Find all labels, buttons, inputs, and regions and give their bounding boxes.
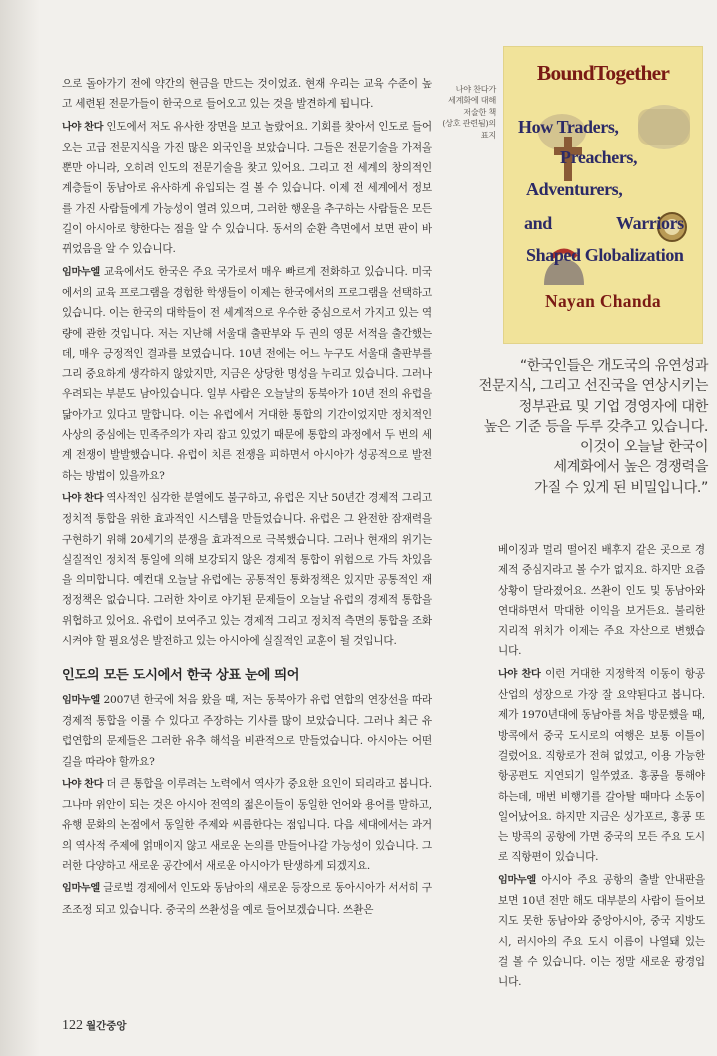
speaker-name: 나야 찬다 <box>62 778 104 790</box>
paragraph <box>62 262 432 486</box>
speaker-name: 임마누엘 <box>498 874 536 886</box>
speaker-name: 임마누엘 <box>62 883 100 895</box>
paragraph-text: 역사적인 심각한 분열에도 불구하고, 유럽은 지난 50년간 경제적 그리고 정치적 통합을 위한 효과적인 시스템을 만들었습니다. 유럽은 그 완전한 잠재력을 구현하기 위해 20세기의 분쟁을 효과적으로 극복했습니다. 그러나 현재의 위기는 실질적인 정치적 통일에 의해 보강되지 않은 경제적 통합이 위험으로 가득 차있음을 의미합니다. 예컨대 오늘날 유럽에는 공통적인 통화정책은 있지만 공통적인 재정정책은 없습니다. 그러한 차이로 야기된 문제들이 오늘날 유럽의 경제적 통합을 위협하고 있어요. 유럽이 보여주고 있는 경제적 그리고 정치적 측면의 통합을 조화시켜야 할 필요성은 발전하고 있는 아시아에 실질적인 교훈이 될 것입니다. <box>62 491 432 648</box>
speaker-name: 나야 찬다 <box>62 492 104 504</box>
book-title: BoundTogether <box>536 61 670 85</box>
caption-line: 나야 찬다가 <box>455 84 496 94</box>
quote-line: 전문지식, 그리고 선진국을 연상시키는 <box>478 378 708 395</box>
caption-line: (상호 관련됨)의 <box>442 118 496 129</box>
paragraph-text: 글로벌 경제에서 인도와 동남아의 새로운 등장으로 동아시아가 서서히 구조조정 되고 있습니다. 중국의 쓰촨성을 예로 들어보겠습니다. 쓰촨은 <box>62 882 432 916</box>
paragraph-text: 아시아 주요 공항의 출발 안내판을 보면 10년 전만 해도 대부분의 사람이 들어보지도 못한 동남아와 중앙아시아, 중국 지방도시, 러시아의 주요 도시 이름이 나열돼 있는 걸 볼 수 있습니다. 이는 정말 새로운 광경입니다. <box>498 873 705 989</box>
caption-line: 표지 <box>480 129 496 140</box>
quote-line: 이것이 오늘날 한국이 <box>580 439 708 456</box>
book-subtitle-line: Preachers, <box>560 147 638 167</box>
speaker-name: 나야 찬다 <box>62 121 104 133</box>
caption-line: 저술한 책 <box>463 106 496 117</box>
paragraph <box>62 690 432 772</box>
speaker-name: 임마누엘 <box>62 266 100 278</box>
left-column <box>62 74 432 920</box>
binding-shadow <box>0 0 40 1056</box>
paragraph <box>62 117 432 260</box>
paragraph <box>62 774 432 876</box>
paragraph <box>498 870 705 993</box>
quote-line: 정부관료 및 기업 경영자에 대한 <box>518 398 708 415</box>
book-author: Nayan Chanda <box>545 291 661 311</box>
book-subtitle-line: Adventurers, <box>526 179 623 199</box>
quote-line: 세계화에서 높은 경쟁력을 <box>553 459 708 476</box>
book-subtitle-line: and <box>524 213 552 233</box>
quote-line: 높은 기준 등을 두루 갖추고 있습니다. <box>483 418 708 435</box>
paragraph-text: 더 큰 통합을 이루려는 노력에서 역사가 중요한 요인이 되리라고 봅니다. 그나마 위안이 되는 것은 아시아 전역의 젊은이들이 동일한 언어와 용어를 말하고, 유행 문화의 논점에서 동일한 주제와 씨름한다는 점입니다. 다음 세대에서는 과거의 역사적 주제에 얽매이지 않고 새로운 논의를 만들어나갈 가능성이 있습니다. 그러한 다양하고 새로운 공간에서 새로운 아시아가 탄생하게 되겠지요. <box>62 777 432 872</box>
quote-line: 가질 수 있게 된 비밀입니다.” <box>534 479 708 496</box>
paragraph: 으로 돌아가기 전에 약간의 현금을 만드는 것이었죠. 현재 우리는 교육 수준이 높고 세련된 전문가들이 한국으로 들어오고 있는 것을 발견하게 됩니다. <box>62 78 432 111</box>
book-subtitle-line: How Traders, <box>518 117 619 137</box>
speaker-name: 나야 찬다 <box>498 668 541 680</box>
paragraph-text: 이런 거대한 지정학적 이동이 항공산업의 성장으로 가장 잘 요약된다고 봅니다. 제가 1970년대에 동남아를 처음 방문했을 때, 방콕에서 중국 도시로의 여행은 보통 이틀이 걸렸어요. 직항로가 전혀 없었고, 이용 가능한 항공편도 지연되기 일쑤였죠. 홍콩을 통해야 하는데, 매번 비행기를 갈아탈 때마다 소동이 일어났어요. 하지만 지금은 싱가포르, 홍콩 또는 방콕의 공항에 가면 중국의 모든 주요 도시로 직항편이 있습니다. <box>498 667 706 864</box>
magazine-name: 월간중앙 <box>86 1020 127 1032</box>
section-subhead: 인도의 모든 도시에서 한국 상표 눈에 띄어 <box>62 668 300 684</box>
paragraph-text: 2007년 한국에 처음 왔을 때, 저는 동북아가 유럽 연합의 연장선을 따라 경제적 통합을 이룰 수 있다고 주장하는 기사를 많이 보았습니다. 그러나 최근 유럽연합의 문제들은 그러한 유추 해석을 비관적으로 만들었습니다. 아시아는 어떤 길을 따라야 할까요? <box>62 693 432 768</box>
paragraph <box>62 878 432 920</box>
book-subtitle-line: Warriors <box>616 213 684 233</box>
caption-line: 세계화에 대해 <box>448 95 496 106</box>
book-subtitle-line: Shaped Globalization <box>526 245 684 265</box>
paragraph: 베이징과 멀리 떨어진 배후지 같은 곳으로 경제적 중심지라고 볼 수가 없지요. 하지만 요즘 상황이 달라졌어요. 쓰촨이 인도 및 동남아와 연대하면서 막대한 이익을 보거든요. 불리한 지리적 위치가 이제는 주요 자산으로 변했습니다. <box>498 544 705 658</box>
paragraph <box>62 488 432 651</box>
paragraph <box>498 664 705 868</box>
page-footer <box>62 1018 127 1034</box>
pull-quote <box>434 356 708 498</box>
page-number: 122 <box>62 1018 83 1033</box>
paragraph-text: 교육에서도 한국은 주요 국가로서 매우 빠르게 전화하고 있습니다. 미국에서의 교육 프로그램을 경험한 학생들이 이제는 한국에서의 프로그램을 선택하고 있습니다. 이는 한국의 대학들이 전 세계적으로 우수한 중심으로서 가지고 있는 역량에 관한 것입니다. 저는 지난해 서울대 출판부와 두 권의 영문 서적을 출간했는데, 매우 긍정적인 결과를 보였습니다. 10년 전에는 어느 누구도 서울대 출판부를 그리 중요하게 생각하지 않았지만, 지금은 상당한 명성을 누리고 있습니다. 그러나 우려되는 부분도 남아있습니다. 일부 사람은 오늘날의 동북아가 10년 전의 유럽을 닮아가고 있다고 말합니다. 이는 유럽에서 거대한 통합의 기간이었지만 정치적인 사상의 중심에는 민족주의가 자리 잡고 있었기 때문에 통합의 과정에서 두 번의 세계 전쟁이 발발했습니다. 유럽이 치른 전쟁을 피하면서 아시아가 성공적으로 발전하는 방법이 있을까요? <box>62 265 432 482</box>
speaker-name: 임마누엘 <box>62 694 100 706</box>
right-column <box>498 540 705 993</box>
book-cover <box>504 47 702 343</box>
image-caption <box>416 84 496 141</box>
paragraph-text: 인도에서 저도 유사한 장면을 보고 놀랐어요. 기회를 찾아서 인도로 들어오는 고급 전문지식을 가진 많은 외국인을 보았습니다. 그들은 전문기술을 가져올 뿐만 아니라, 오히려 인도의 전문기술을 찾고 있어요. 그리고 전 세계의 창의적인 계층들이 동남아로 유사하게 유입되는 걸 볼 수 있습니다. 이제 전 세계에서 정보를 가진 사람들에게 가능성이 열려 있으며, 그러한 행운을 추구하는 사람들은 모든 길이 아시아로 향한다는 점을 알 수 있습니다. 동서의 순환 측면에서 보면 판이 바뀌었음을 알 수 있습니다. <box>62 120 432 256</box>
quote-line: “한국인들은 개도국의 유연성과 <box>519 358 708 374</box>
